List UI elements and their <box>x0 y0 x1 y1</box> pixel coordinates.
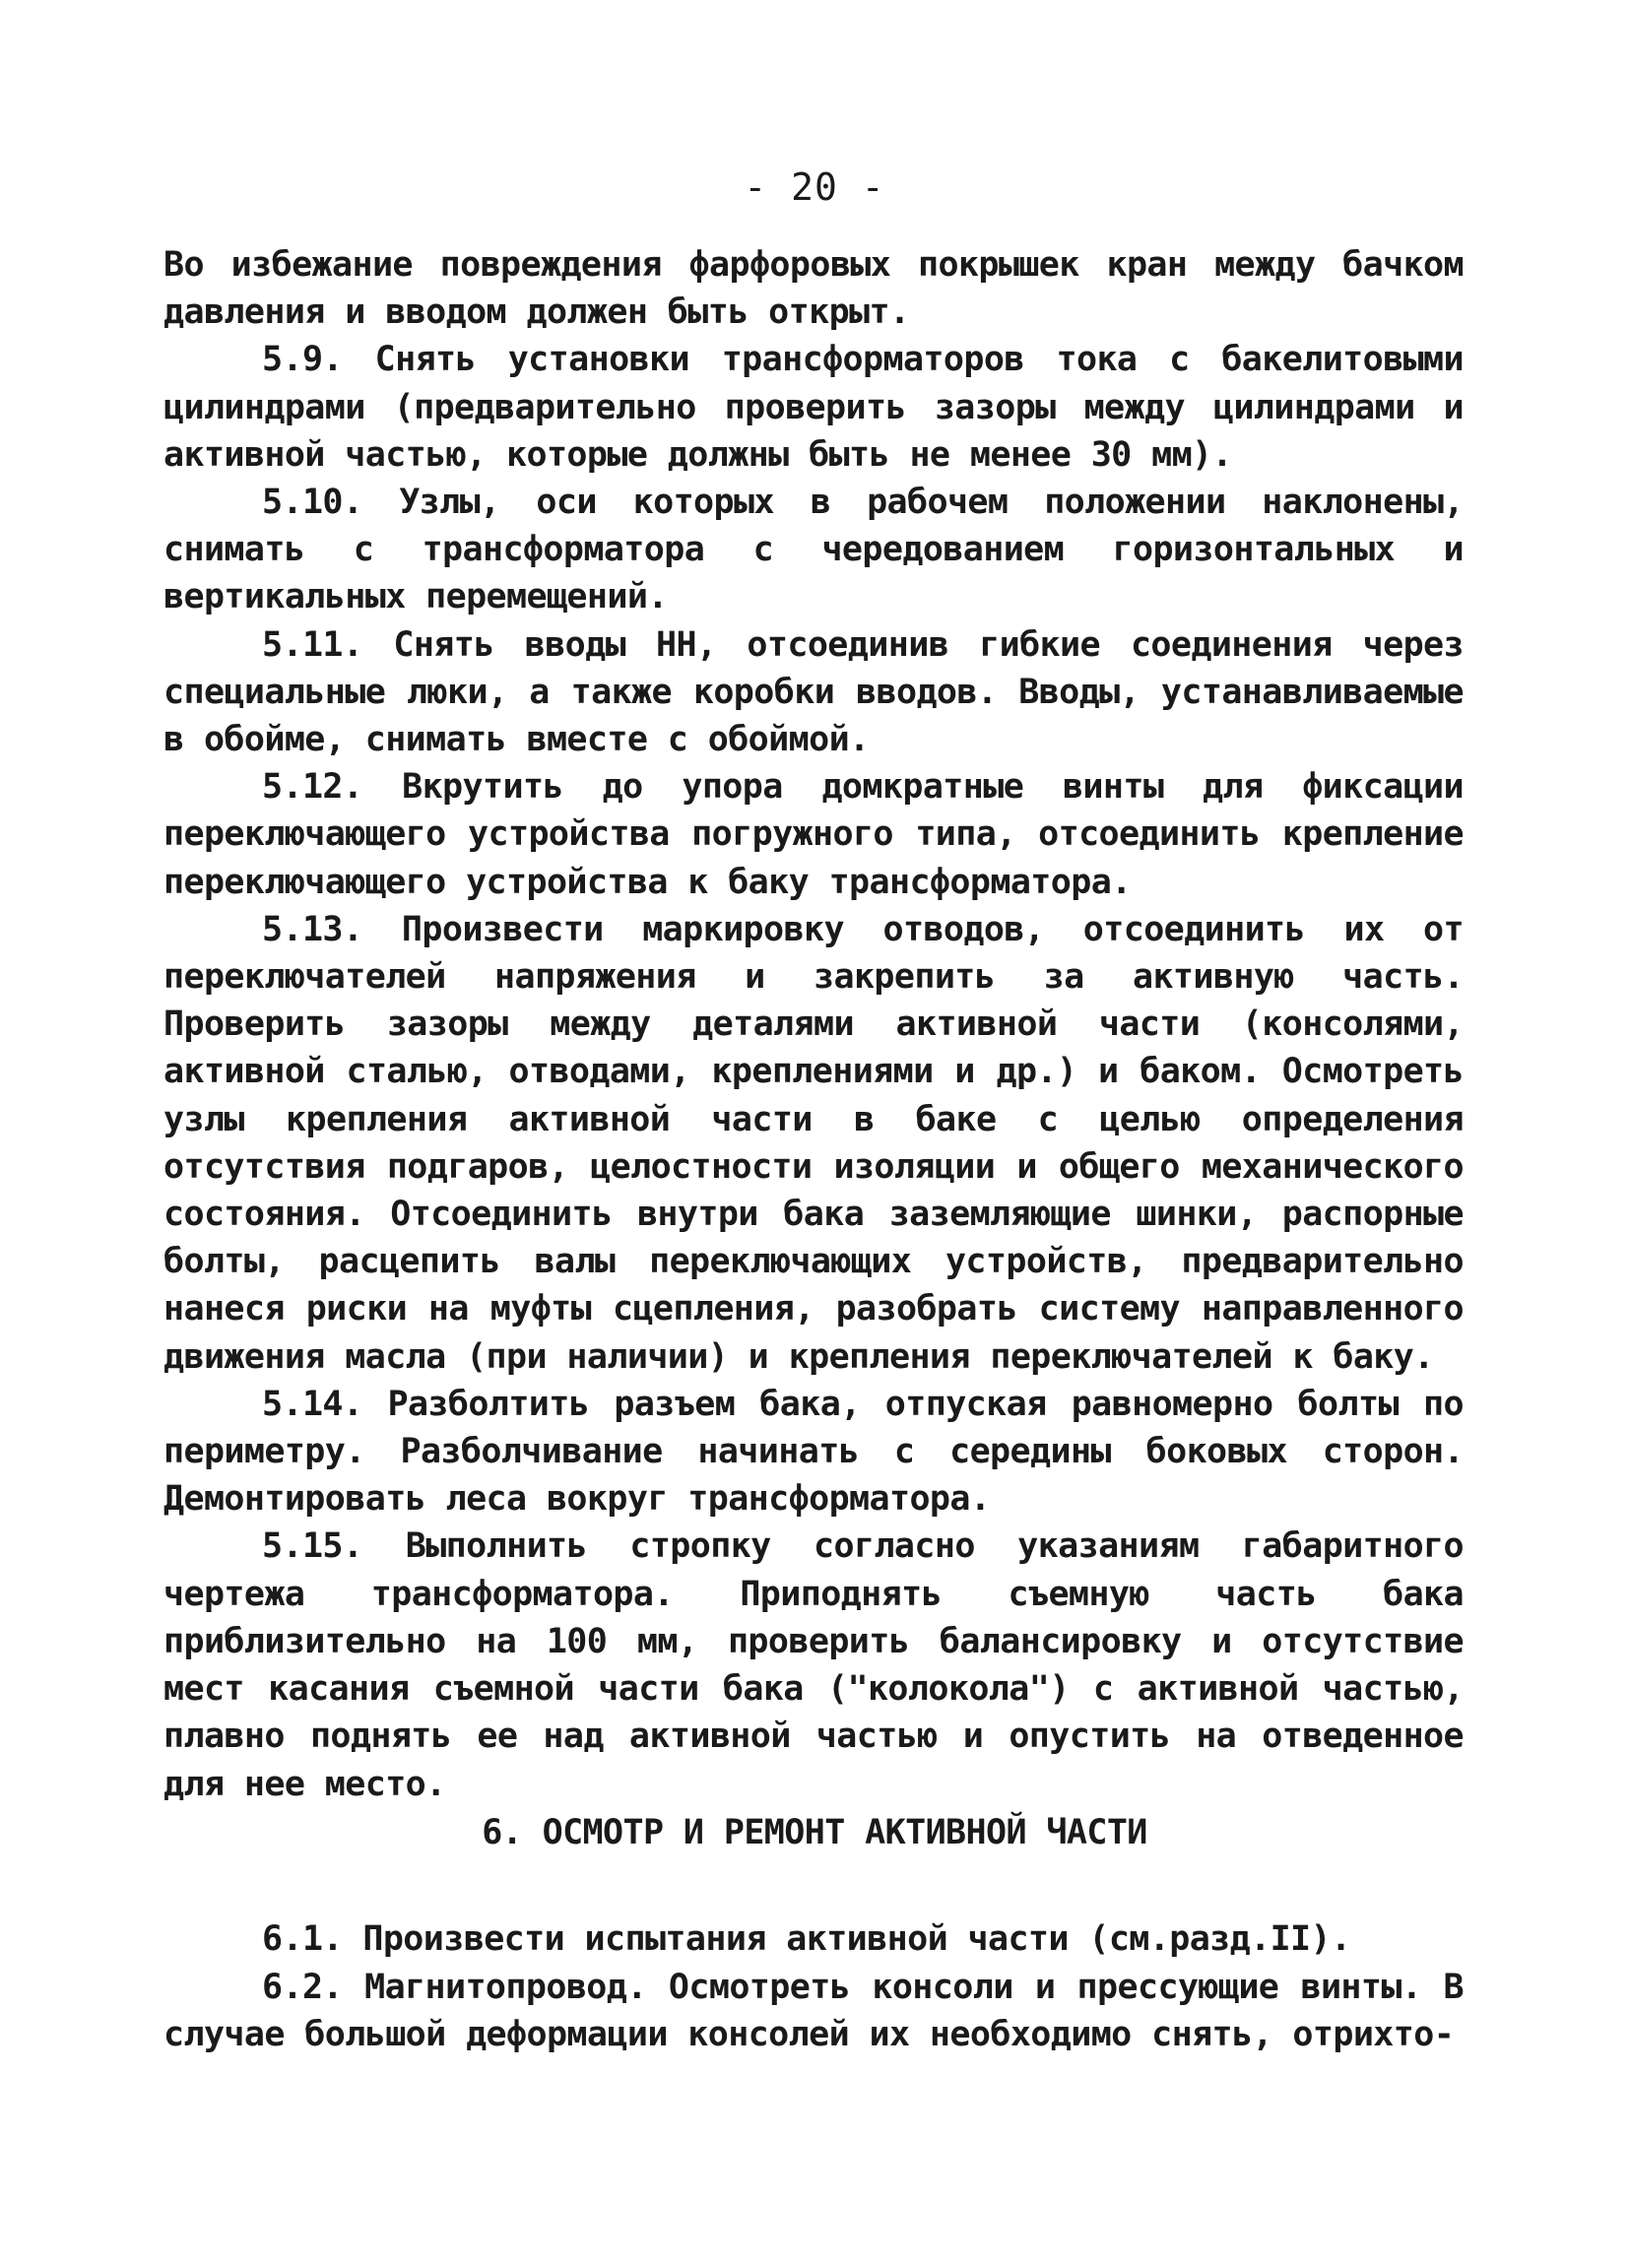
paragraph-6-2: 6.2. Магнитопровод. Осмотреть консоли и прессующие винты. В случае большой деформации консолей их необходимо снять, отрихто- <box>163 1967 1464 2054</box>
page-number: - 20 - <box>744 165 885 209</box>
section-5-continuation <box>163 241 1464 1808</box>
section-6-heading: 6. ОСМОТР И РЕМОНТ АКТИВНОЙ ЧАСТИ <box>482 1813 1147 1852</box>
paragraph-6-1: 6.1. Произвести испытания активной части (см.разд.II). <box>262 1919 1351 1959</box>
paragraph-5-12: 5.12. Вкрутить до упора домкратные винты для фиксации переключающего устройства погружного типа, отсоединить крепление переключающего устройства к баку трансформатора. <box>163 767 1464 902</box>
paragraph-5-10: 5.10. Узлы, оси которых в рабочем положении наклонены, снимать с трансформатора с чередованием горизонтальных и вертикальных перемещений. <box>163 483 1464 617</box>
paragraph-5-15: 5.15. Выполнить стропку согласно указаниям габаритного чертежа трансформатора. Приподнять съемную часть бака приблизительно на 100 мм, проверить балансировку и отсутствие мест касания съемной части бака ("колокола") с активной частью, плавно поднять ее над активной частью и опустить на отведенное для нее место. <box>163 1526 1464 1804</box>
paragraph-5-13: 5.13. Произвести маркировку отводов, отсоединить их от переключателей напряжения и закрепить за активную часть. Проверить зазоры между деталями активной части (консолями, активной сталью, отводами, креплениями и др.) и баком. Осмотреть узлы крепления активной части в баке с целью определения отсутствия подгаров, целостности изоляции и общего механического состояния. Отсоединить внутри бака заземляющие шинки, распорные болты, расцепить валы переключающих устройств, предварительно нанеся риски на муфты сцепления, разобрать систему направленного движения масла (при наличии) и крепления переключателей к баку. <box>163 909 1464 1377</box>
paragraph-continuation: Во избежание повреждения фарфоровых покрышек кран между бачком давления и вводом должен быть открыт. <box>163 245 1464 333</box>
paragraph-5-11: 5.11. Снять вводы НН, отсоединив гибкие соединения через специальные люки, а также коробки вводов. Вводы, устанавливаемые в обойме, снимать вместе с обоймой. <box>163 624 1464 760</box>
paragraph-5-14: 5.14. Разболтить разъем бака, отпуская равномерно болты по периметру. Разболчивание начинать с середины боковых сторон. Демонтировать леса вокруг трансформатора. <box>163 1384 1464 1520</box>
section-6-body <box>163 1915 1464 2059</box>
paragraph-5-9: 5.9. Снять установки трансформаторов тока с бакелитовыми цилиндрами (предварительно проверить зазоры между цилиндрами и активной частью, которые должны быть не менее 30 мм). <box>163 340 1464 475</box>
